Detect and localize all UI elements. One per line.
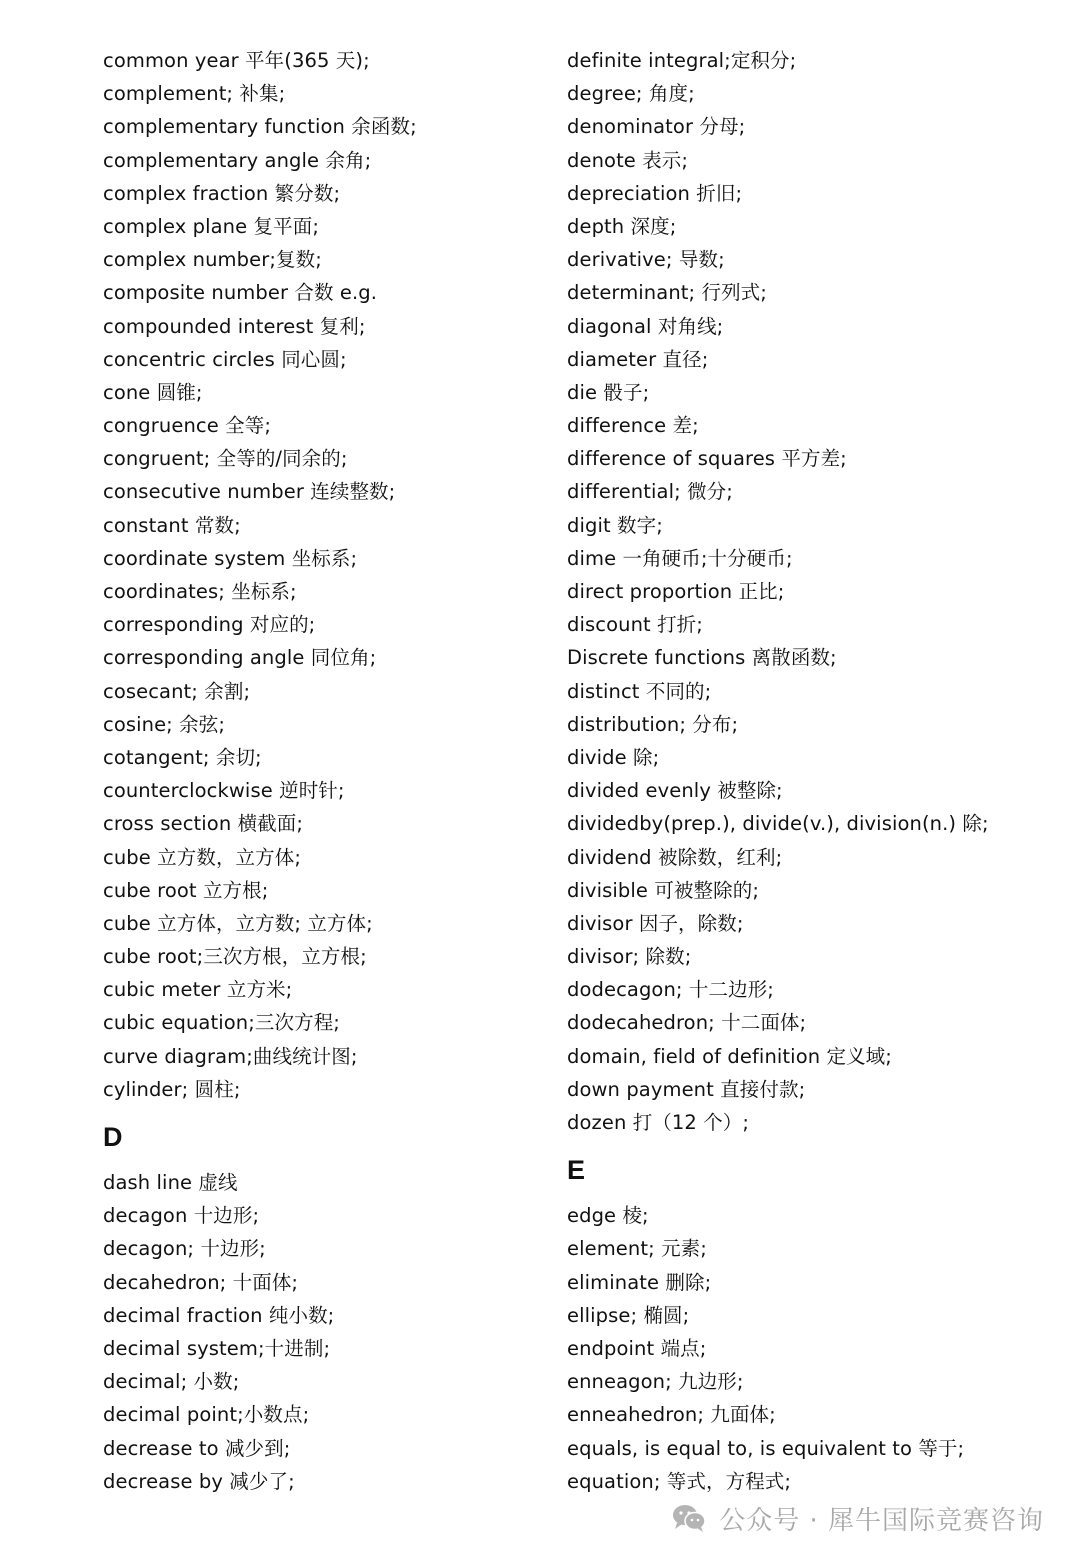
glossary-entry: corresponding angle 同位角;	[103, 646, 377, 670]
glossary-entry: dash line 虚线	[103, 1171, 238, 1194]
glossary-entry: cross section 横截面;	[103, 812, 304, 836]
glossary-entry: common year 平年(365 天);	[103, 49, 370, 72]
glossary-entry: depreciation 折旧;	[567, 181, 743, 205]
glossary-entry: cube 立方数，立方体;	[103, 845, 302, 869]
glossary-entry: complementary function 余函数;	[103, 115, 417, 139]
glossary-entry: decimal fraction 纯小数;	[103, 1303, 335, 1327]
glossary-entry: constant 常数;	[103, 513, 241, 537]
section-heading-e: E	[567, 1155, 586, 1186]
glossary-entry: counterclockwise 逆时针;	[103, 779, 345, 803]
glossary-entry: depth 深度;	[567, 214, 677, 238]
glossary-entry: complementary angle 余角;	[103, 148, 372, 172]
glossary-entry: decagon 十边形;	[103, 1204, 260, 1228]
glossary-entry: equation; 等式，方程式;	[567, 1469, 792, 1493]
glossary-entry: cosine; 余弦;	[103, 712, 226, 736]
glossary-entry: die 骰子;	[567, 380, 650, 404]
glossary-entry: determinant; 行列式;	[567, 281, 767, 305]
glossary-entry: differential; 微分;	[567, 480, 733, 504]
left-entry-list	[103, 44, 543, 1106]
glossary-entry: edge 棱;	[567, 1204, 649, 1228]
glossary-entry: curve diagram;曲线统计图;	[103, 1044, 358, 1068]
glossary-entry: divisible 可被整除的;	[567, 878, 759, 902]
glossary-entry: decimal point;小数点;	[103, 1403, 310, 1427]
glossary-entry: dozen 打（12 个）;	[567, 1111, 750, 1134]
glossary-entry: dividend 被除数，红利;	[567, 845, 783, 869]
glossary-entry: difference of squares 平方差;	[567, 447, 847, 471]
right-entry-list	[567, 44, 1057, 1139]
glossary-entry: compounded interest 复利;	[103, 314, 366, 338]
glossary-entry: discount 打折;	[567, 613, 703, 637]
glossary-entry: dodecahedron; 十二面体;	[567, 1011, 807, 1035]
glossary-entry: Discrete functions 离散函数;	[567, 646, 837, 670]
glossary-entry: digit 数字;	[567, 513, 663, 537]
glossary-entry: dodecagon; 十二边形;	[567, 978, 774, 1002]
glossary-entry: denote 表示;	[567, 148, 689, 172]
glossary-entry: complement; 补集;	[103, 82, 286, 106]
watermark	[671, 1498, 1044, 1538]
right-column	[567, 44, 1057, 1498]
glossary-entry: eliminate 删除;	[567, 1270, 712, 1294]
e-entry-list	[567, 1199, 1057, 1498]
glossary-entry: ellipse; 椭圆;	[567, 1303, 690, 1327]
glossary-entry: decrease to 减少到;	[103, 1436, 291, 1460]
glossary-entry: composite number 合数 e.g.	[103, 281, 378, 305]
glossary-entry: diameter 直径;	[567, 347, 709, 371]
glossary-entry: domain, field of definition 定义域;	[567, 1044, 892, 1068]
glossary-entry: divide 除;	[567, 745, 660, 769]
glossary-entry: decimal; 小数;	[103, 1370, 240, 1394]
glossary-entry: corresponding 对应的;	[103, 613, 316, 637]
glossary-entry: coordinates; 坐标系;	[103, 580, 297, 603]
glossary-entry: dividedby(prep.), divide(v.), division(n.) 除;	[567, 812, 989, 836]
glossary-entry: cubic meter 立方米;	[103, 978, 293, 1002]
glossary-entry: endpoint 端点;	[567, 1336, 707, 1360]
glossary-entry: cubic equation;三次方程;	[103, 1011, 340, 1035]
glossary-entry: divisor 因子，除数;	[567, 911, 744, 935]
glossary-entry: decagon; 十边形;	[103, 1237, 266, 1261]
glossary-entry: consecutive number 连续整数;	[103, 480, 396, 504]
glossary-entry: degree; 角度;	[567, 82, 695, 106]
glossary-entry: definite integral;定积分;	[567, 49, 797, 72]
glossary-entry: divided evenly 被整除;	[567, 779, 783, 803]
section-heading-d: D	[103, 1122, 123, 1152]
glossary-entry: distribution; 分布;	[567, 712, 739, 736]
glossary-entry: concentric circles 同心圆;	[103, 347, 347, 371]
glossary-entry: cylinder; 圆柱;	[103, 1077, 241, 1101]
wechat-icon	[671, 1503, 707, 1533]
d-entry-list	[103, 1166, 543, 1498]
glossary-entry: enneahedron; 九面体;	[567, 1403, 776, 1427]
glossary-entry: down payment 直接付款;	[567, 1077, 806, 1101]
glossary-entry: divisor; 除数;	[567, 945, 692, 969]
glossary-entry: congruence 全等;	[103, 414, 272, 438]
glossary-entry: enneagon; 九边形;	[567, 1370, 744, 1394]
glossary-entry: cube root 立方根;	[103, 878, 269, 902]
glossary-entry: complex number;复数;	[103, 248, 322, 272]
glossary-entry: congruent; 全等的/同余的;	[103, 447, 348, 471]
glossary-entry: decrease by 减少了;	[103, 1469, 295, 1493]
glossary-entry: cosecant; 余割;	[103, 679, 251, 703]
glossary-entry: difference 差;	[567, 414, 699, 438]
glossary-entry: cotangent; 余切;	[103, 745, 262, 769]
left-column	[103, 44, 543, 1498]
glossary-entry: dime 一角硬币;十分硬币;	[567, 546, 793, 570]
glossary-entry: cube root;三次方根，立方根;	[103, 945, 367, 969]
glossary-entry: coordinate system 坐标系;	[103, 546, 358, 570]
glossary-entry: cube 立方体，立方数; 立方体;	[103, 911, 373, 935]
watermark-text: 公众号 · 犀牛国际竞赛咨询	[719, 1505, 1044, 1536]
glossary-entry: equals, is equal to, is equivalent to 等于;	[567, 1436, 965, 1460]
glossary-entry: complex plane 复平面;	[103, 214, 320, 238]
glossary-entry: decahedron; 十面体;	[103, 1270, 299, 1294]
glossary-entry: derivative; 导数;	[567, 248, 725, 272]
glossary-entry: complex fraction 繁分数;	[103, 181, 341, 205]
glossary-entry: cone 圆锥;	[103, 380, 203, 404]
glossary-entry: element; 元素;	[567, 1237, 707, 1261]
glossary-entry: decimal system;十进制;	[103, 1336, 331, 1360]
glossary-entry: denominator 分母;	[567, 115, 746, 139]
glossary-entry: direct proportion 正比;	[567, 580, 785, 603]
glossary-entry: diagonal 对角线;	[567, 314, 724, 338]
glossary-entry: distinct 不同的;	[567, 679, 712, 703]
